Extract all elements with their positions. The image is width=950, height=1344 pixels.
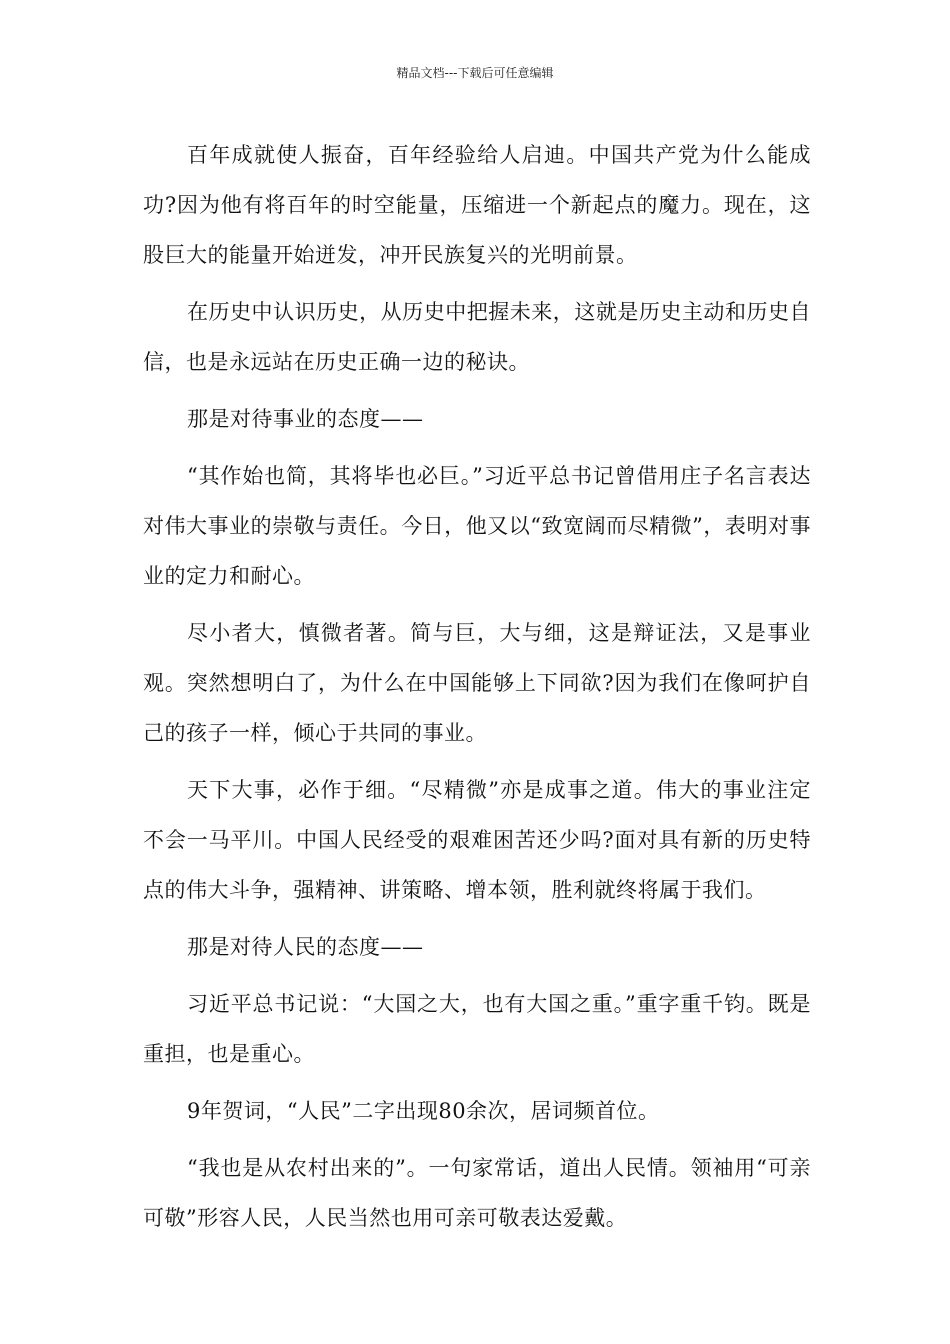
page-header: 精品文档---下载后可任意编辑 — [396, 66, 554, 80]
document-body — [143, 130, 811, 1250]
paragraph: 百年成就使人振奋，百年经验给人启迪。中国共产党为什么能成功?因为他有将百年的时空能量，压缩进一个新起点的魔力。现在，这股巨大的能量开始迸发，冲开民族复兴的光明前景。 — [143, 143, 811, 267]
paragraph: 在历史中认识历史，从历史中把握未来，这就是历史主动和历史自信，也是永远站在历史正确一边的秘诀。 — [143, 300, 811, 374]
paragraph: 那是对待事业的态度—— — [187, 407, 424, 431]
paragraph: 那是对待人民的态度—— — [187, 935, 424, 959]
paragraph: 9年贺词，“人民”二字出现80余次，居词频首位。 — [187, 1099, 660, 1123]
paragraph: 尽小者大，慎微者著。简与巨，大与细，这是辩证法，又是事业观。突然想明白了，为什么在中国能够上下同欲?因为我们在像呵护自己的孩子一样，倾心于共同的事业。 — [143, 621, 811, 745]
paragraph: “我也是从农村出来的”。一句家常话，道出人民情。领袖用“可亲可敬”形容人民，人民当然也用可亲可敬表达爱戴。 — [143, 1156, 811, 1230]
paragraph: “其作始也简，其将毕也必巨。”习近平总书记曾借用庄子名言表达对伟大事业的崇敬与责任。今日，他又以“致宽阔而尽精微”，表明对事业的定力和耐心。 — [143, 464, 811, 588]
paragraph: 习近平总书记说：“大国之大，也有大国之重。”重字重千钧。既是重担，也是重心。 — [143, 992, 811, 1066]
paragraph: 天下大事，必作于细。“尽精微”亦是成事之道。伟大的事业注定不会一马平川。中国人民经受的艰难困苦还少吗?面对具有新的历史特点的伟大斗争，强精神、讲策略、增本领，胜利就终将属于我们。 — [143, 778, 811, 902]
